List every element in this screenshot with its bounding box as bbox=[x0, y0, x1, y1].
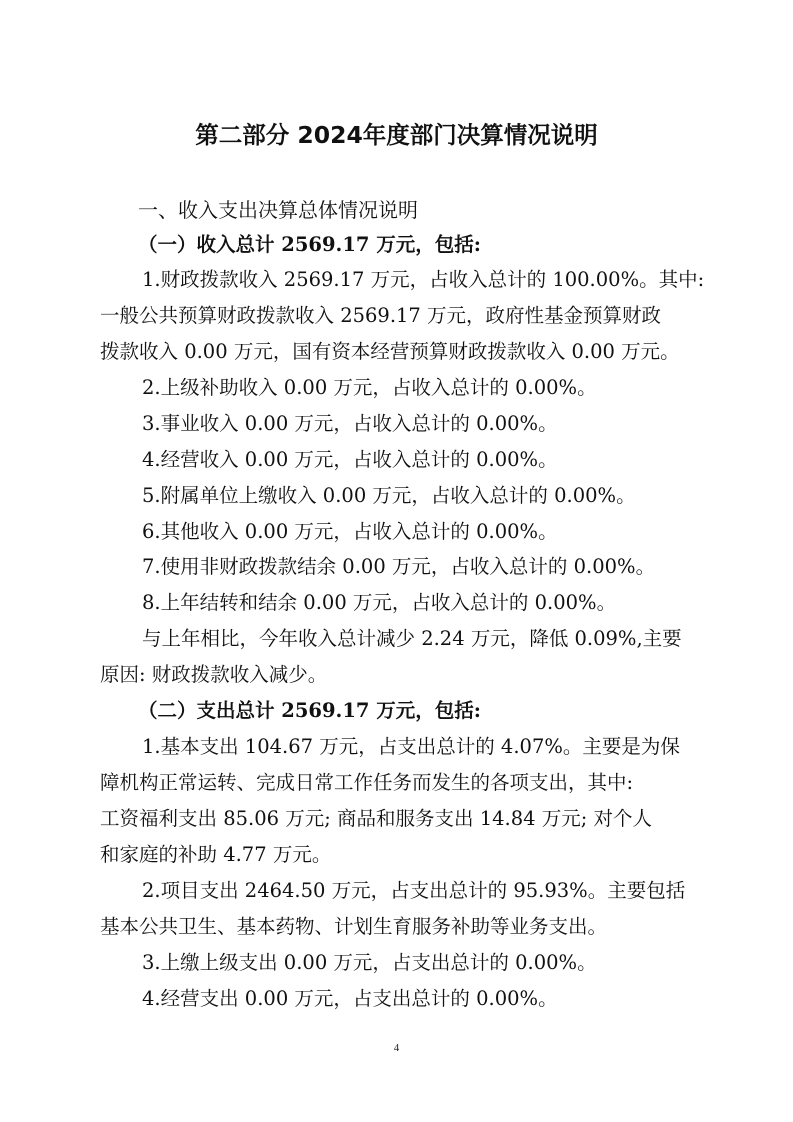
income-item-4: 4.经营收入 0.00 万元，占收入总计的 0.00%。 bbox=[142, 448, 558, 471]
expense-item-1-line-4: 和家庭的补助 4.77 万元。 bbox=[100, 843, 332, 866]
income-item-5: 5.附属单位上缴收入 0.00 万元，占收入总计的 0.00%。 bbox=[142, 484, 636, 507]
expense-item-2-line-2: 基本公共卫生、基本药物、计划生育服务补助等业务支出。 bbox=[100, 915, 608, 938]
income-compare-line-2: 原因: 财政拨款收入减少。 bbox=[100, 663, 328, 686]
income-item-1-line-3: 拨款收入 0.00 万元，国有资本经营预算财政拨款收入 0.00 万元。 bbox=[100, 340, 680, 363]
expense-item-3: 3.上缴上级支出 0.00 万元，占支出总计的 0.00%。 bbox=[142, 951, 597, 974]
expense-heading: （二）支出总计 2569.17 万元，包括: bbox=[138, 699, 481, 722]
expense-item-4: 4.经营支出 0.00 万元，占支出总计的 0.00%。 bbox=[142, 987, 558, 1010]
expense-item-1-line-3: 工资福利支出 85.06 万元; 商品和服务支出 14.84 万元; 对个人 bbox=[100, 807, 652, 830]
income-heading: （一）收入总计 2569.17 万元，包括: bbox=[138, 233, 481, 256]
income-item-8: 8.上年结转和结余 0.00 万元，占收入总计的 0.00%。 bbox=[142, 591, 617, 614]
page-number: 4 bbox=[393, 1042, 400, 1054]
expense-item-1-line-1: 1.基本支出 104.67 万元，占支出总计的 4.07%。主要是为保 bbox=[142, 735, 680, 758]
income-item-1-line-1: 1.财政拨款收入 2569.17 万元，占收入总计的 100.00%。其中: bbox=[142, 268, 705, 291]
income-compare-line-1: 与上年相比，今年收入总计减少 2.24 万元，降低 0.09%,主要 bbox=[142, 627, 682, 650]
page-title: 第二部分 2024年度部门决算情况说明 bbox=[195, 121, 598, 149]
expense-item-2-line-1: 2.项目支出 2464.50 万元，占支出总计的 95.93%。主要包括 bbox=[142, 879, 686, 902]
income-item-2: 2.上级补助收入 0.00 万元，占收入总计的 0.00%。 bbox=[142, 376, 597, 399]
section-heading: 一、收入支出决算总体情况说明 bbox=[138, 198, 418, 222]
income-item-6: 6.其他收入 0.00 万元，占收入总计的 0.00%。 bbox=[142, 520, 558, 543]
income-item-7: 7.使用非财政拨款结余 0.00 万元，占收入总计的 0.00%。 bbox=[142, 555, 656, 578]
income-item-1-line-2: 一般公共预算财政拨款收入 2569.17 万元，政府性基金预算财政 bbox=[100, 304, 662, 327]
income-item-3: 3.事业收入 0.00 万元，占收入总计的 0.00%。 bbox=[142, 412, 558, 435]
expense-item-1-line-2: 障机构正常运转、完成日常工作任务而发生的各项支出，其中: bbox=[100, 771, 634, 794]
